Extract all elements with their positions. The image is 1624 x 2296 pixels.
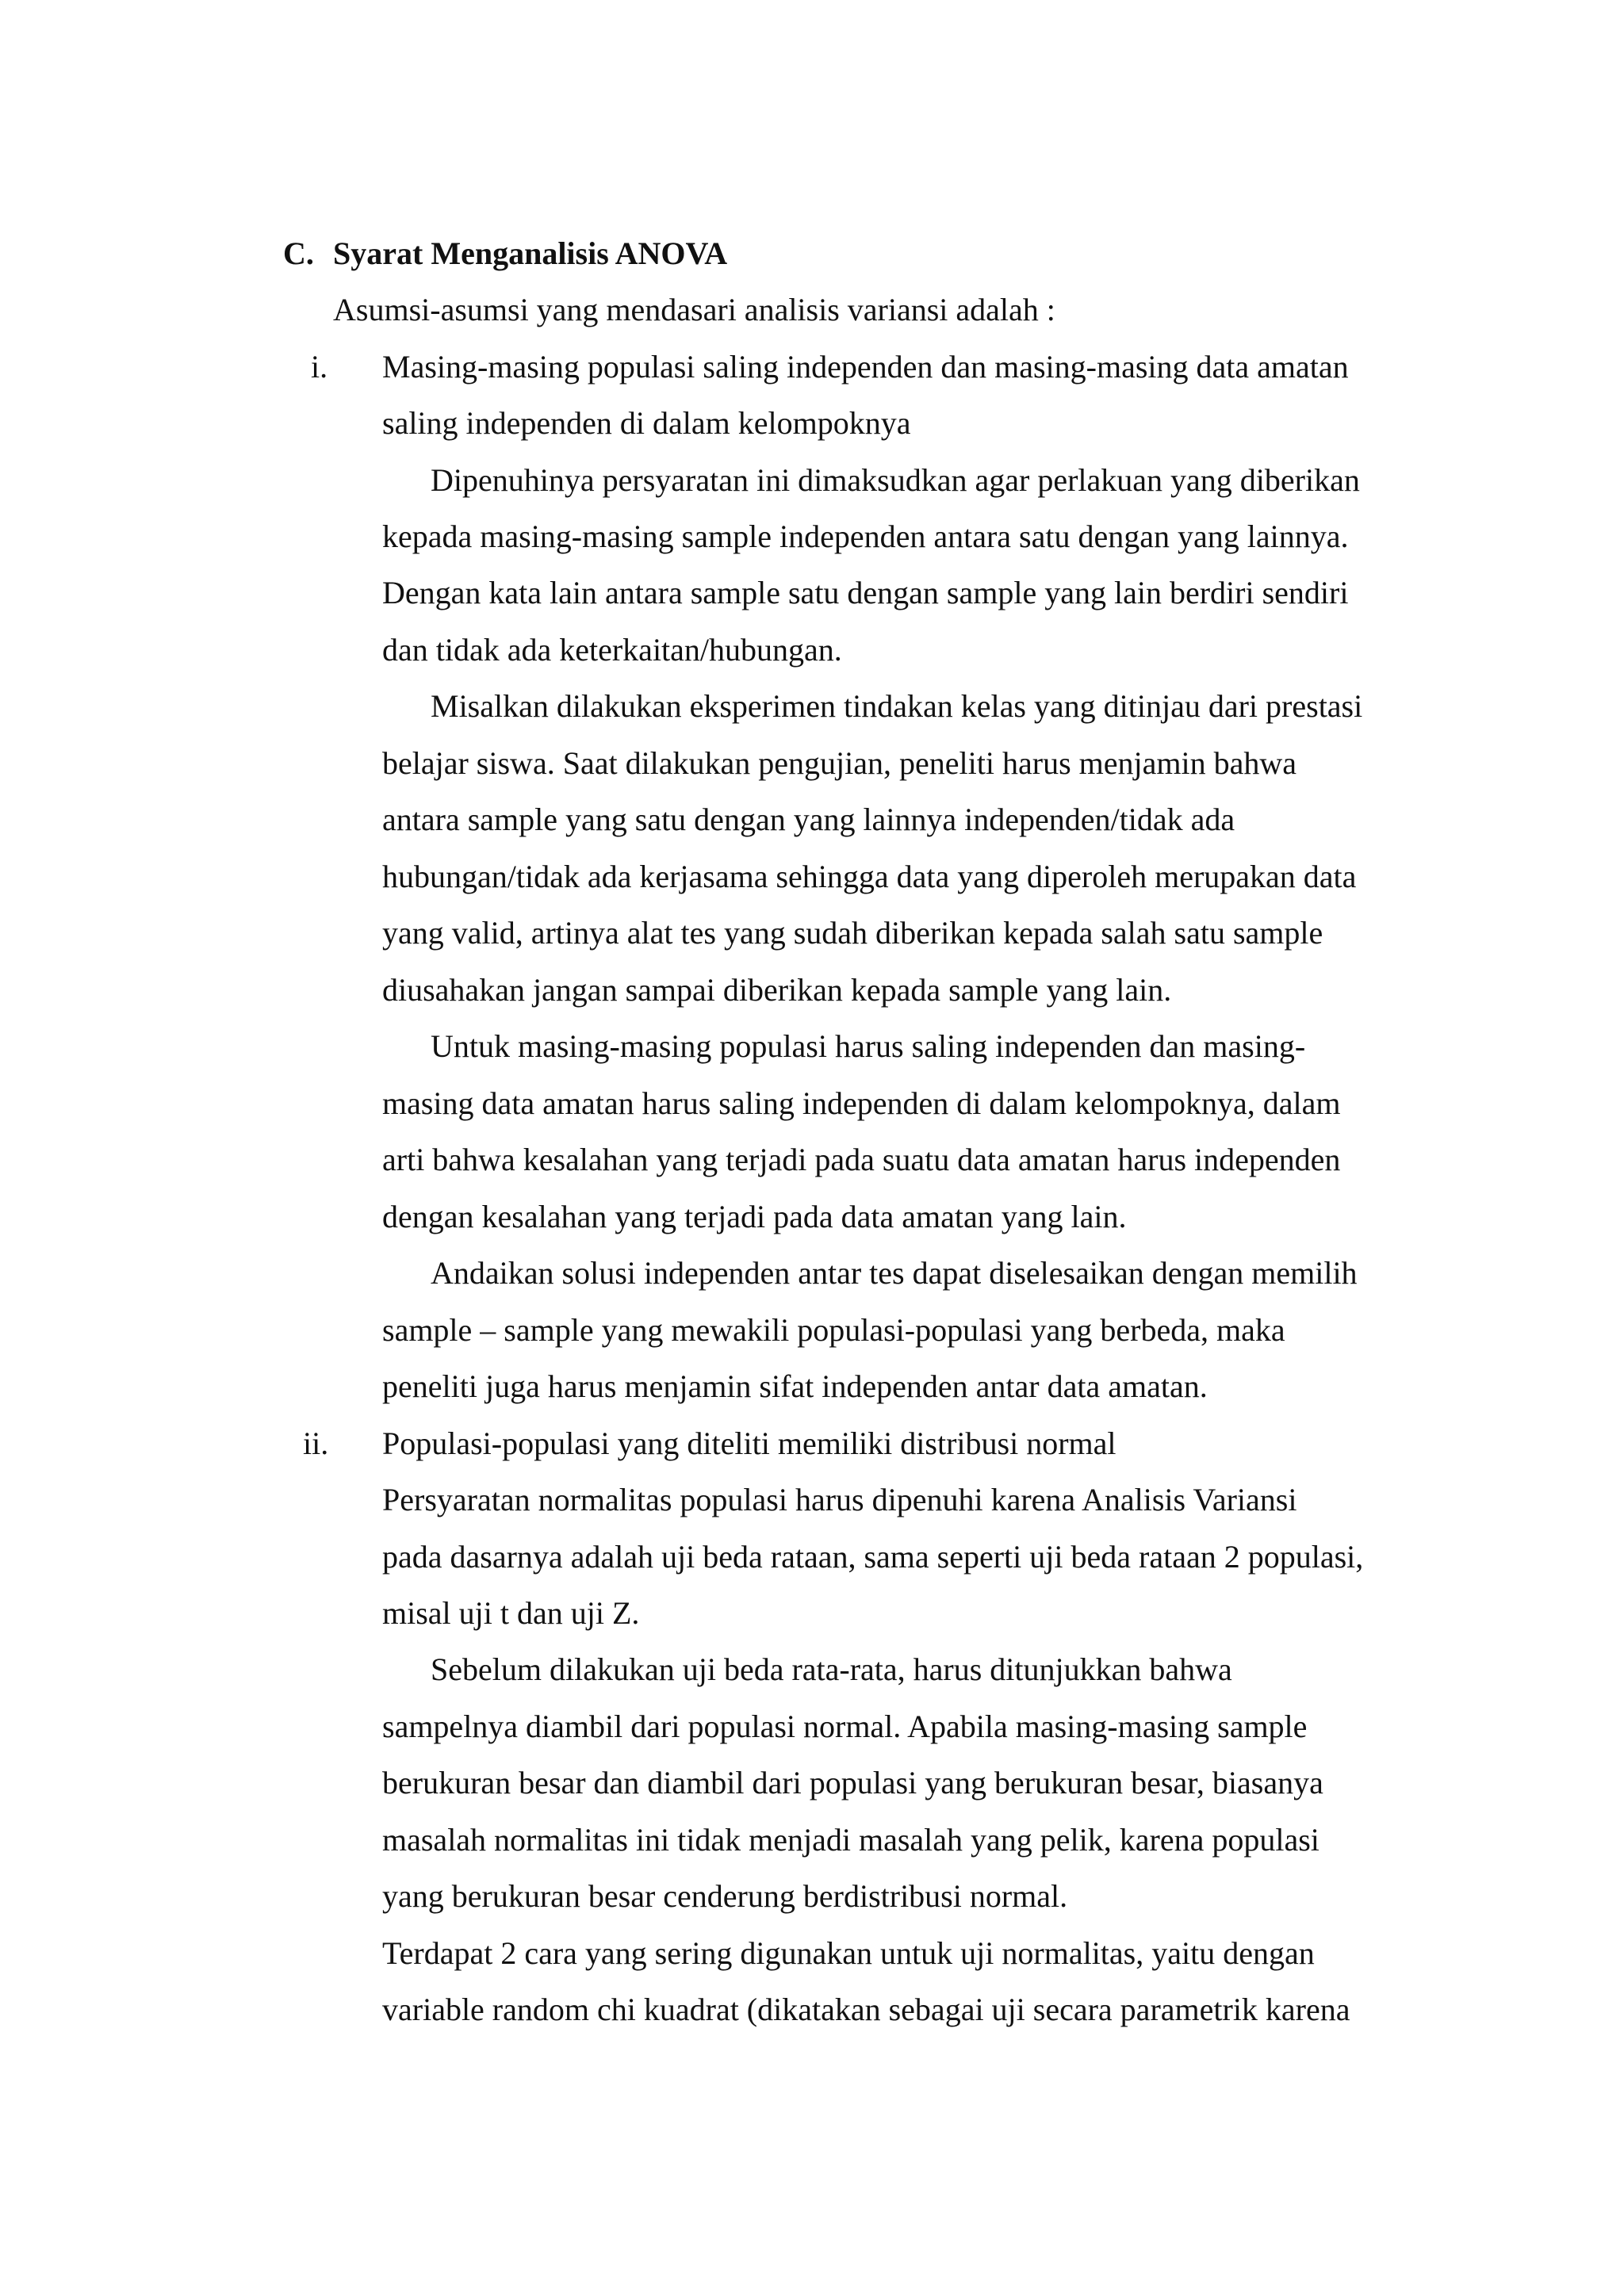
item-i-line-4: kepada masing-masing sample independen antara satu dengan yang lainnya.: [382, 519, 1349, 554]
item-i-line-8: belajar siswa. Saat dilakukan pengujian, peneliti harus menjamin bahwa: [382, 745, 1297, 781]
item-i-line-16: dengan kesalahan yang terjadi pada data amatan yang lain.: [382, 1199, 1127, 1234]
item-ii-line-4: misal uji t dan uji Z.: [382, 1595, 640, 1631]
item-i-line-6: dan tidak ada keterkaitan/hubungan.: [382, 632, 842, 668]
item-i-line-18: sample – sample yang mewakili populasi-populasi yang berbeda, maka: [382, 1312, 1285, 1348]
intro-text: Asumsi-asumsi yang mendasari analisis variansi adalah :: [333, 292, 1055, 327]
item-ii-line-9: yang berukuran besar cenderung berdistribusi normal.: [382, 1878, 1068, 1914]
item-ii-line-11: variable random chi kuadrat (dikatakan sebagai uji secara parametrik karena: [382, 1992, 1350, 2027]
item-i-line-3: Dipenuhinya persyaratan ini dimaksudkan agar perlakuan yang diberikan: [431, 462, 1360, 498]
item-ii-line-1: Populasi-populasi yang diteliti memiliki distribusi normal: [382, 1425, 1116, 1461]
item-i-line-7: Misalkan dilakukan eksperimen tindakan kelas yang ditinjau dari prestasi: [431, 688, 1363, 724]
item-ii-line-3: pada dasarnya adalah uji beda rataan, sama seperti uji beda rataan 2 populasi,: [382, 1539, 1364, 1575]
item-ii-line-8: masalah normalitas ini tidak menjadi masalah yang pelik, karena populasi: [382, 1822, 1320, 1858]
item-i-line-19: peneliti juga harus menjamin sifat independen antar data amatan.: [382, 1368, 1208, 1404]
item-i-line-14: masing data amatan harus saling independen di dalam kelompoknya, dalam: [382, 1085, 1341, 1121]
item-i-line-1: Masing-masing populasi saling independen dan masing-masing data amatan: [382, 349, 1349, 385]
list-marker-ii: ii.: [303, 1425, 329, 1461]
item-i-line-11: yang valid, artinya alat tes yang sudah diberikan kepada salah satu sample: [382, 915, 1323, 951]
item-ii-line-6: sampelnya diambil dari populasi normal. Apabila masing-masing sample: [382, 1709, 1308, 1744]
section-label: C.: [283, 235, 314, 271]
item-i-line-5: Dengan kata lain antara sample satu dengan sample yang lain berdiri sendiri: [382, 575, 1349, 610]
item-i-line-2: saling independen di dalam kelompoknya: [382, 405, 911, 441]
item-ii-line-7: berukuran besar dan diambil dari populasi yang berukuran besar, biasanya: [382, 1765, 1323, 1800]
item-i-line-12: diusahakan jangan sampai diberikan kepada sample yang lain.: [382, 972, 1172, 1008]
list-marker-i: i.: [311, 349, 328, 385]
item-ii-line-10: Terdapat 2 cara yang sering digunakan untuk uji normalitas, yaitu dengan: [382, 1935, 1315, 1971]
item-i-line-10: hubungan/tidak ada kerjasama sehingga data yang diperoleh merupakan data: [382, 859, 1357, 894]
item-i-line-15: arti bahwa kesalahan yang terjadi pada suatu data amatan harus independen: [382, 1142, 1341, 1177]
item-ii-line-2: Persyaratan normalitas populasi harus dipenuhi karena Analisis Variansi: [382, 1482, 1297, 1517]
item-i-line-9: antara sample yang satu dengan yang lainnya independen/tidak ada: [382, 802, 1235, 837]
section-title: Syarat Menganalisis ANOVA: [333, 235, 728, 271]
item-i-line-13: Untuk masing-masing populasi harus saling independen dan masing-: [431, 1028, 1306, 1064]
item-i-line-17: Andaikan solusi independen antar tes dapat diselesaikan dengan memilih: [431, 1255, 1358, 1291]
item-ii-line-5: Sebelum dilakukan uji beda rata-rata, harus ditunjukkan bahwa: [431, 1651, 1232, 1687]
